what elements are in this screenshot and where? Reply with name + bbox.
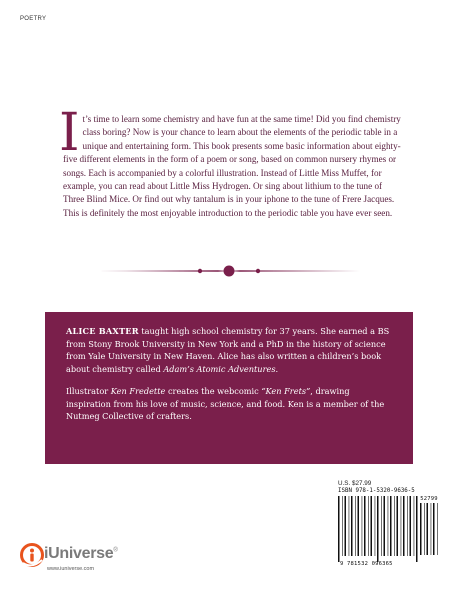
illustrator-bio bbox=[66, 385, 393, 423]
illustrator-name: Ken Fredette bbox=[110, 385, 166, 396]
barcode-addon-digits: 52799 bbox=[420, 496, 438, 502]
publisher-name: iUniverse® bbox=[44, 545, 118, 562]
registered-mark: ® bbox=[113, 547, 118, 554]
blurb-text: t’s time to learn some chemistry and have fun at the same time! Did you find chemistry class boring? Now is your chance to learn about the elements of the periodic table in a unique and entertaining form. This book presents some basic information about eighty-five different elements in the form of a poem or song, based on common nursery rhymes or songs. Each is accompanied by a colorful illustration. Instead of Little Miss Muffet, for example, you can read about Little Miss Hydrogen. Or sing about lithium to the tune of Three Blind Mice. Or find out why tantalum is in your iphone to the tune of Frere Jacques. This is definitely the most enjoyable introduction to the periodic table you have ever seen. bbox=[63, 114, 401, 218]
publisher-url[interactable]: www.iuniverse.com bbox=[47, 566, 95, 572]
author-book-title: Adam’s Atomic Adventures bbox=[163, 364, 276, 375]
divider-ornament bbox=[98, 264, 360, 278]
illustrator-rest: , drawing inspiration from his love of music, science, and food. Ken is a member of the Nutmeg Collective of crafters. bbox=[66, 385, 385, 422]
author-bio-text-2: . bbox=[275, 364, 279, 375]
barcode-addon-bars bbox=[420, 503, 438, 561]
price-label: U.S. $27.99 bbox=[338, 480, 372, 487]
iuniverse-swirl-icon bbox=[20, 543, 44, 567]
drop-cap: I bbox=[59, 103, 80, 163]
illustrator-middle: creates the webcomic bbox=[165, 385, 262, 396]
author-bio bbox=[66, 325, 393, 376]
barcode-digits: 9 781532 096365 bbox=[340, 561, 393, 567]
author-bio-text-1: taught high school chemistry for 37 years. She earned a BS from Stony Brook University in New York and a PhD in the history of science from Yale University in New Haven. Alice has also written a children’s book about chemistry called bbox=[66, 326, 390, 375]
isbn-label: ISBN 978-1-5320-9636-5 bbox=[338, 488, 415, 494]
barcode-main-bars bbox=[338, 496, 418, 562]
publisher-logo[interactable] bbox=[20, 543, 130, 579]
bio-panel bbox=[45, 312, 413, 464]
illustrator-prefix: Illustrator bbox=[66, 385, 111, 396]
webcomic-title: “Ken Frets” bbox=[261, 385, 311, 396]
book-blurb bbox=[59, 103, 403, 220]
author-name: ALICE BAXTER bbox=[66, 326, 139, 336]
isbn-line bbox=[338, 488, 438, 494]
isbn-barcode bbox=[338, 488, 438, 572]
category-label: POETRY bbox=[20, 16, 47, 22]
